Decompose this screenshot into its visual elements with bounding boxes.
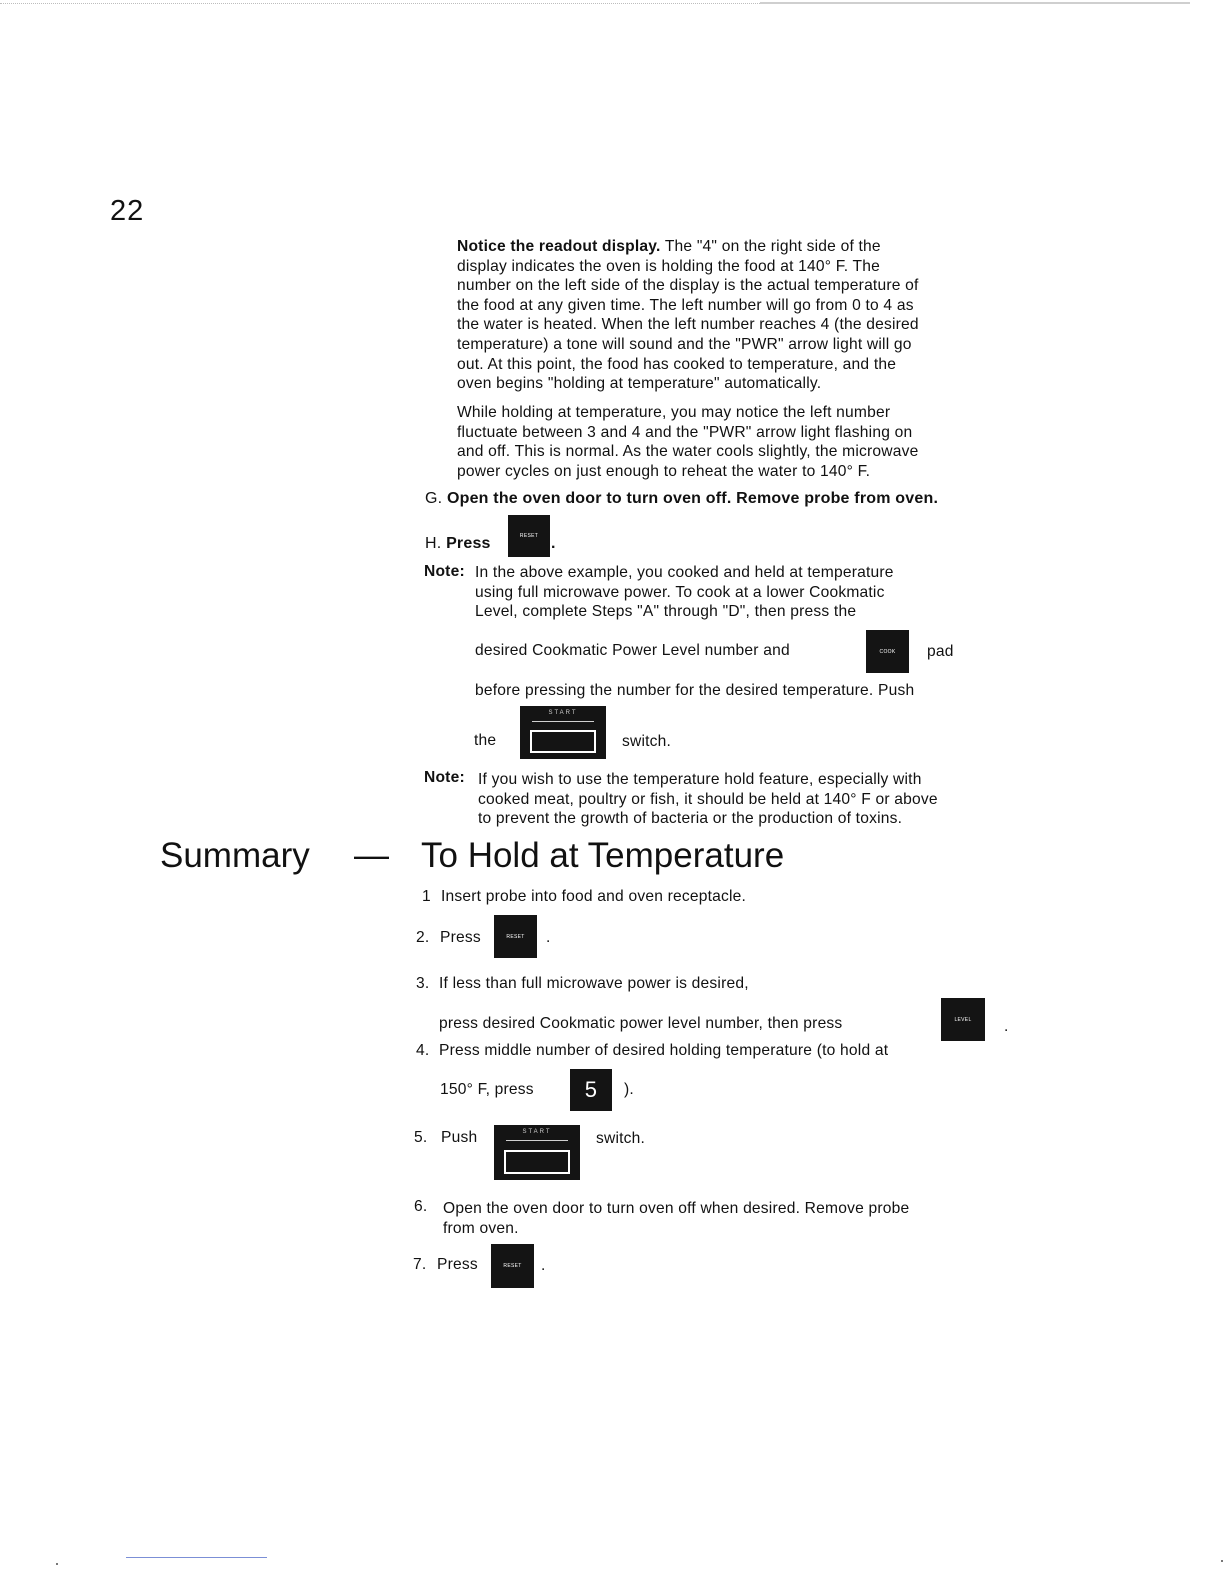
paragraph-line: the water is heated. When the left number reaches 4 (the desired [457, 316, 919, 334]
summary-title: To Hold at Temperature [421, 836, 785, 875]
footer-rule [126, 1557, 267, 1558]
summary-step-3-period: . [1004, 1018, 1009, 1035]
summary-step-4-close: ). [624, 1081, 634, 1098]
summary-step-2-text: Press [440, 929, 481, 946]
note-label: Note: [424, 769, 465, 786]
step-h-period: . [551, 535, 556, 552]
summary-step-6-text [443, 1199, 909, 1238]
paragraph-bold-lead: Notice the readout display. [457, 238, 661, 255]
note-line: cooked meat, poultry or fish, it should be held at 140° F or above [478, 790, 938, 808]
summary-step-3-line-2: press desired Cookmatic power level number, then press [439, 1015, 843, 1032]
start-switch-inner [504, 1150, 570, 1174]
summary-step-6-line: Open the oven door to turn oven off when desired. Remove probe [443, 1200, 910, 1217]
step-text: Open the oven door to turn oven off. Remove probe from oven. [446, 490, 939, 507]
note-line: If you wish to use the temperature hold feature, especially with [478, 771, 922, 788]
step-h [425, 534, 491, 554]
summary-label: Summary [160, 836, 310, 875]
note-1-text [475, 563, 894, 622]
paragraph-readout-display [457, 237, 919, 394]
paragraph-line: power cycles on just enough to reheat the water to 140° F. [457, 462, 871, 480]
summary-step-3-num: 3. [416, 975, 430, 992]
top-edge-rule-solid [760, 2, 1190, 4]
paragraph-line: out. At this point, the food has cooked to temperature, and the [457, 355, 897, 373]
paragraph-line: temperature) a tone will sound and the "PWR" arrow light will go [457, 335, 912, 353]
summary-step-7-period: . [541, 1257, 546, 1274]
start-switch-line [506, 1140, 568, 1141]
summary-step-6-line: from oven. [443, 1219, 519, 1237]
summary-step-1-text: Insert probe into food and oven receptacle. [441, 888, 747, 905]
note-1-line-5: before pressing the number for the desired temperature. Push [475, 682, 915, 699]
summary-step-5-push: Push [441, 1129, 478, 1146]
summary-step-4-line-2: 150° F, press [440, 1081, 534, 1098]
paragraph-line: fluctuate between 3 and 4 and the "PWR" arrow light flashing on [457, 423, 913, 441]
paragraph-line: display indicates the oven is holding the food at 140° F. The [457, 257, 880, 275]
summary-step-7-num: 7. [413, 1256, 427, 1273]
start-switch-icon [494, 1125, 580, 1180]
step-text: Press [446, 535, 491, 552]
reset-key-icon: RESET [508, 515, 550, 557]
start-switch-line [532, 721, 594, 722]
step-letter: G. [425, 490, 443, 507]
summary-dash: — [354, 836, 389, 875]
note-line: In the above example, you cooked and held at temperature [475, 564, 894, 581]
scan-speck [1221, 1560, 1223, 1562]
cook-level-key-icon [866, 630, 909, 673]
cook-level-key-icon [941, 998, 985, 1041]
summary-step-3-text: If less than full microwave power is desired, [439, 975, 749, 992]
note-label: Note: [424, 563, 465, 580]
summary-step-1-num: 1 [422, 888, 431, 905]
paragraph-line: the food at any given time. The left number will go from 0 to 4 as [457, 296, 914, 314]
summary-step-5-switch: switch. [596, 1130, 646, 1147]
cook-level-key-label: LEVEL [954, 1016, 972, 1023]
page-number: 22 [110, 195, 145, 227]
note-line: using full microwave power. To cook at a lower Cookmatic [475, 583, 885, 601]
summary-step-4-num: 4. [416, 1042, 430, 1059]
paragraph-line: oven begins "holding at temperature" automatically. [457, 375, 822, 393]
paragraph-line: number on the left side of the display is the actual temperature of [457, 277, 919, 295]
note-line: Level, complete Steps "A" through "D", then press the [475, 603, 857, 621]
cook-level-key-label: COOK [879, 648, 896, 655]
reset-key-icon: RESET [491, 1244, 534, 1288]
paragraph-line: and off. This is normal. As the water cools slightly, the microwave [457, 443, 919, 461]
scan-speck [56, 1563, 58, 1565]
note-1-switch: switch. [622, 733, 672, 750]
summary-step-6-num: 6. [414, 1198, 428, 1215]
summary-step-2-period: . [546, 929, 551, 946]
paragraph-holding [457, 403, 918, 481]
step-g [425, 489, 938, 509]
note-2-text [478, 770, 938, 829]
note-1-the: the [474, 732, 497, 749]
summary-step-5-num: 5. [414, 1129, 428, 1146]
summary-step-4-text: Press middle number of desired holding temperature (to hold at [439, 1042, 889, 1059]
start-switch-label: START [522, 1129, 552, 1135]
start-switch-icon [520, 706, 606, 759]
number-five-key-icon: 5 [570, 1069, 612, 1111]
start-switch-inner [530, 730, 596, 753]
reset-key-icon: RESET [494, 915, 537, 958]
summary-step-2-num: 2. [416, 929, 430, 946]
note-line: to prevent the growth of bacteria or the production of toxins. [478, 810, 903, 828]
step-letter: H. [425, 535, 442, 552]
summary-step-7-text: Press [437, 1256, 478, 1273]
start-switch-label: START [548, 710, 578, 716]
paragraph-line: While holding at temperature, you may notice the left number [457, 404, 891, 421]
note-1-line-4: desired Cookmatic Power Level number and [475, 642, 790, 659]
paragraph-line: The "4" on the right side of the [664, 238, 881, 255]
note-1-pad: pad [927, 643, 954, 660]
